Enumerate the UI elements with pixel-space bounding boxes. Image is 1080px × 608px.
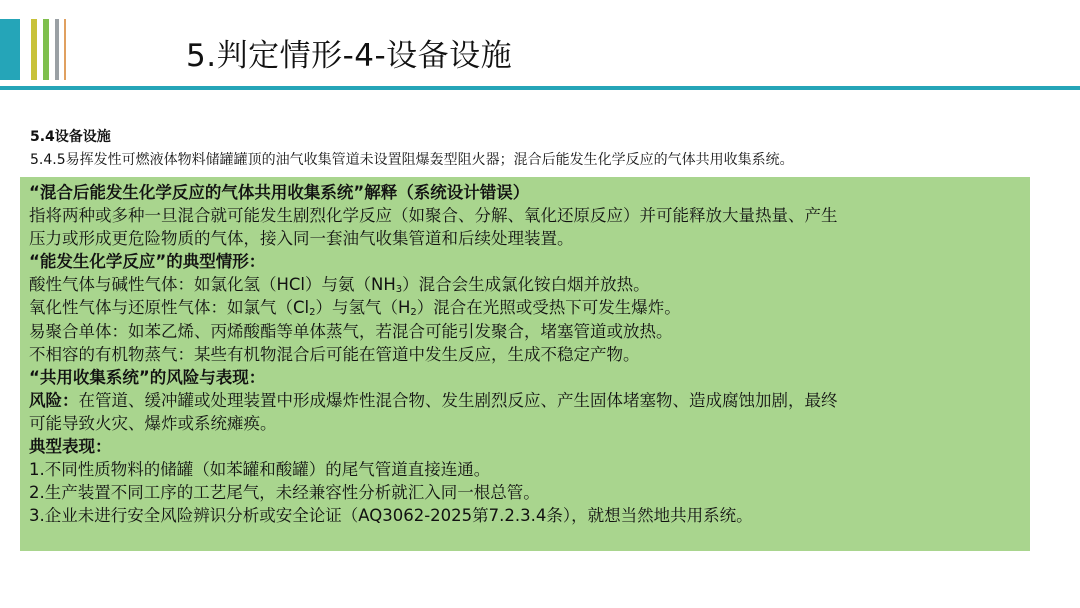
header-bar bbox=[0, 0, 1080, 90]
title-divider bbox=[0, 86, 1080, 90]
accent-stripe-green bbox=[43, 19, 49, 80]
accent-stripe-orange bbox=[64, 19, 66, 80]
risk-line-1: 风险：在管道、缓冲罐或处理装置中形成爆炸性混合物、发生剧烈反应、产生固体堵塞物、造成腐蚀加剧，最终 bbox=[29, 390, 838, 410]
explanation-box bbox=[20, 177, 1030, 551]
case-polymerizable-monomer: 易聚合单体：如苯乙烯、丙烯酸酯等单体蒸气，若混合可能引发聚合，堵塞管道或放热。 bbox=[29, 321, 673, 341]
case-oxidizing-reducing: 氧化性气体与还原性气体：如氯气$(Cl_2)$与氢气$(H_2)$混合在光照或受热下可发生爆炸。 bbox=[29, 298, 681, 319]
section-heading: 5.4设备设施 bbox=[30, 129, 111, 145]
definition-line-2: 压力或形成更危险物质的气体，接入同一套油气收集管道和后续处理装置。 bbox=[29, 229, 574, 249]
definition-line-1: 指将两种或多种一旦混合就可能发生剧烈化学反应（如聚合、分解、氧化还原反应）并可能释放大量热量、产生 bbox=[29, 206, 838, 226]
box-heading-typical-cases: “能发生化学反应”的典型情形： bbox=[29, 252, 266, 272]
case-acid-base: 酸性气体与碱性气体：如氯化氢（HCl）与氨$(NH_3)$混合会生成氯化铵白烟并放热。 bbox=[29, 275, 650, 296]
risk-line-2: 可能导致火灾、爆炸或系统瘫痪。 bbox=[29, 413, 277, 433]
accent-stripe-teal bbox=[0, 19, 20, 80]
manifestation-item-3: 3.企业未进行安全风险辨识分析或安全论证（AQ3062-2025第7.2.3.4条），就想当然地共用系统。 bbox=[29, 506, 753, 526]
box-heading-manifestations: 典型表现： bbox=[29, 437, 112, 457]
manifestation-item-2: 2.生产装置不同工序的工艺尾气，未经兼容性分析就汇入同一根总管。 bbox=[29, 483, 540, 503]
case-incompatible-organics: 不相容的有机物蒸气：某些有机物混合后可能在管道中发生反应，生成不稳定产物。 bbox=[29, 344, 640, 364]
accent-stripe-yellow bbox=[31, 19, 37, 80]
box-heading-definition: “混合后能发生化学反应的气体共用收集系统”解释（系统设计错误） bbox=[29, 183, 530, 202]
manifestation-item-1: 1.不同性质物料的储罐（如苯罐和酸罐）的尾气管道直接连通。 bbox=[29, 460, 491, 480]
box-heading-risks: “共用收集系统”的风险与表现： bbox=[29, 367, 266, 387]
section-clause: 5.4.5易挥发性可燃液体物料储罐罐顶的油气收集管道未设置阻爆轰型阻火器；混合后能发生化学反应的气体共用收集系统。 bbox=[30, 152, 794, 168]
accent-stripe-gray bbox=[55, 19, 59, 80]
slide-title: 5.判定情形-4-设备设施 bbox=[186, 38, 513, 74]
